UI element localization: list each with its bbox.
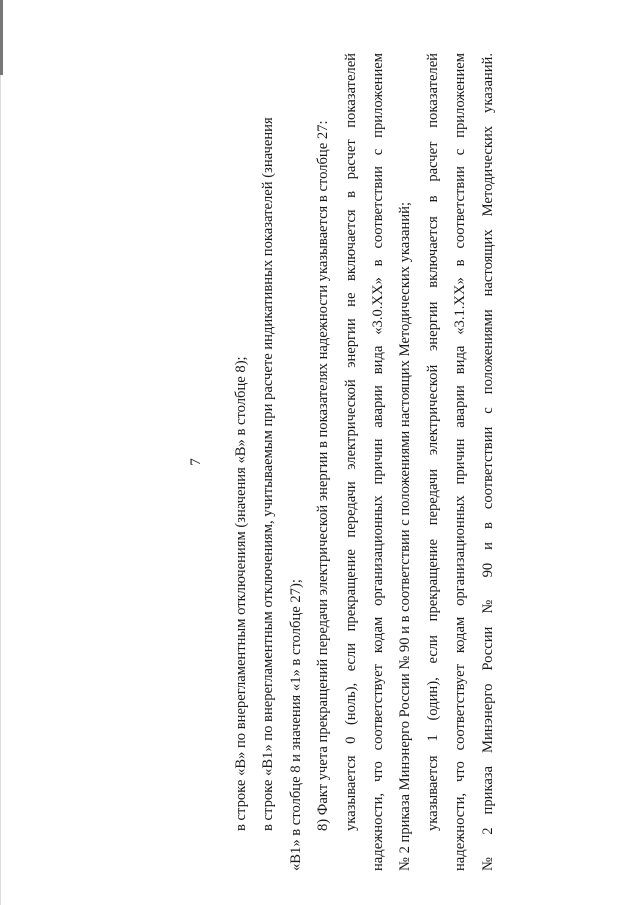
text-line-7: № 2 приказа Минэнерго России № 90 и в соответствии с положениями настоящих Методических указаний; (397, 202, 414, 871)
text-line-10: № 2 приказа Минэнерго России № 90 и в соответствии с положениями настоящих Методических указаний. (479, 53, 496, 871)
text-line-4: 8) Факт учета прекращений передачи электрической энергии в показателях надежности указывается в столбце 27: (315, 120, 332, 831)
text-line-8: указывается 1 (один), если прекращение передачи электрической энергии включается в расчет показателей (424, 53, 441, 831)
text-line-9: надежности, что соответствует кодам организационных причин аварии вида «3.1.XX» в соответствии с приложением (452, 53, 469, 871)
rotated-document-page (180, 47, 496, 877)
page-edge-line (0, 75, 1, 905)
document-body (228, 53, 502, 871)
text-line-1: в строке «В» по внерегламентным отключениям (значения «В» в столбце 8); (233, 356, 249, 831)
page-number: 7 (188, 458, 204, 466)
text-line-6: надежности, что соответствует кодам организационных причин аварии вида «3.0.XX» в соответствии с приложением (370, 53, 387, 871)
text-line-3: «В1» в столбце 8 и значения «1» в столбце 27); (287, 579, 304, 871)
text-line-2: в строке «В1» по внерегламентным отключениям, учитываемым при расчете индикативных показателей (значения (260, 117, 277, 831)
text-line-5: указывается 0 (ноль), если прекращение передачи электрической энергии не включается в расчет показателей (342, 53, 359, 831)
binding-edge-mark (0, 0, 3, 75)
